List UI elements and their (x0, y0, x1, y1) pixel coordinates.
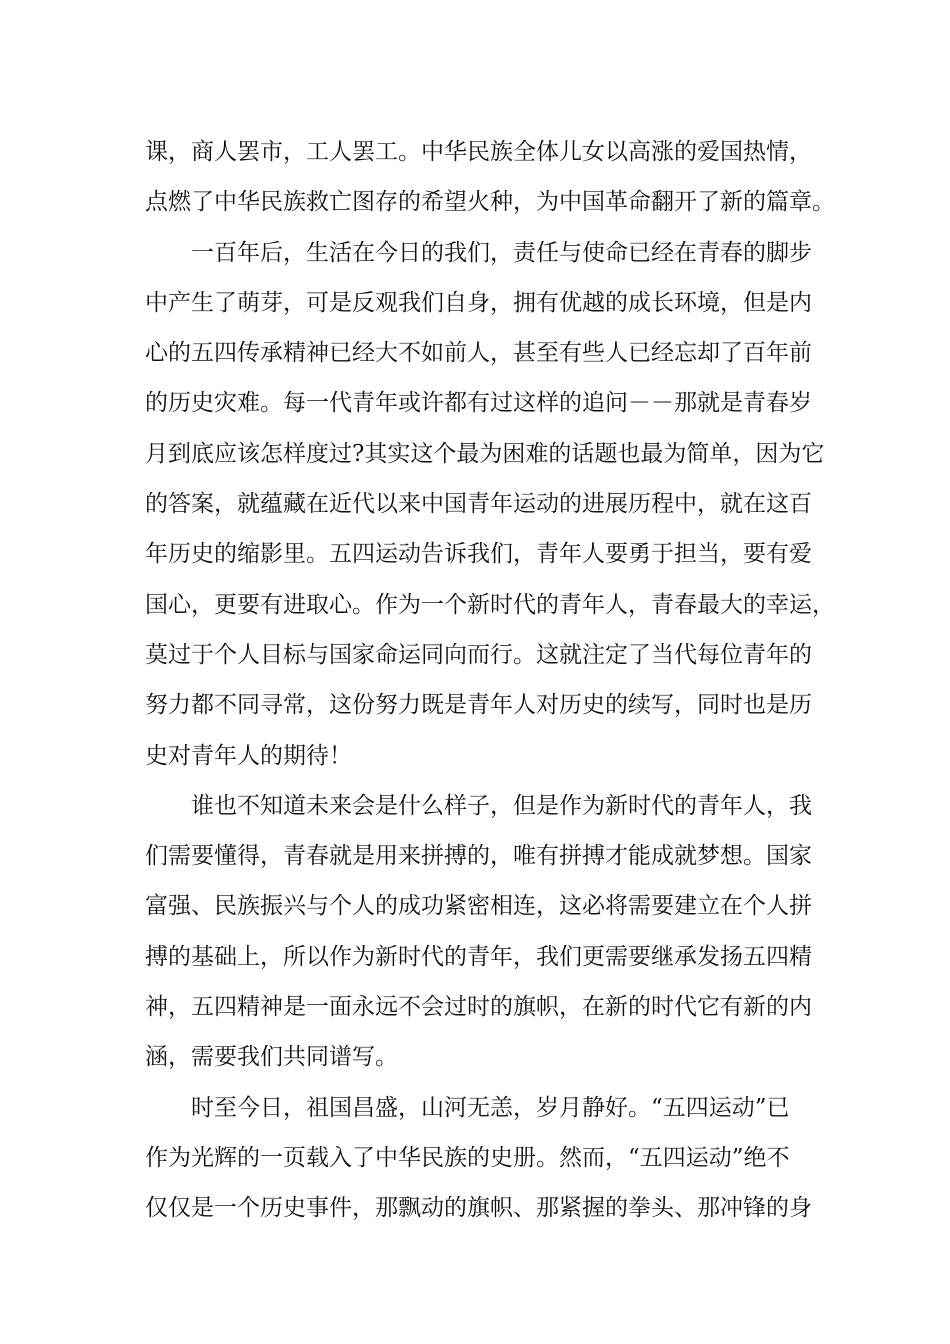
text-line: 谁也不知道未来会是什么样子，但是作为新时代的青年人，我 (145, 792, 812, 819)
paragraph-1 (145, 127, 835, 228)
text-line: 心的五四传承精神已经大不如前人，甚至有些人已经忘却了百年前 (145, 340, 812, 367)
text-line: 课，商人罢市，工人罢工。中华民族全体儿女以高涨的爱国热情， (145, 139, 812, 165)
text-line: 的历史灾难。每一代青年或许都有过这样的追问－－那就是青春岁 (145, 390, 812, 417)
text-line: 神，五四精神是一面永远不会过时的旗帜，在新的时代它有新的内 (145, 994, 812, 1021)
text-line: 一百年后，生活在今日的我们，责任与使命已经在青春的脚步 (145, 239, 812, 266)
paragraph-2 (145, 228, 835, 781)
body-text (145, 127, 835, 1234)
text-line: 努力都不同寻常，这份努力既是青年人对历史的续写，同时也是历 (145, 692, 812, 719)
text-line: 们需要懂得，青春就是用来拼搏的，唯有拼搏才能成就梦想。国家 (145, 843, 812, 870)
text-line: 搏的基础上，所以作为新时代的青年，我们更需要继承发扬五四精 (145, 943, 812, 970)
text-line: 史对青年人的期待！ (145, 742, 352, 769)
text-line: 的答案，就蕴藏在近代以来中国青年运动的进展历程中，就在这百 (145, 491, 812, 518)
text-line: 年历史的缩影里。五四运动告诉我们，青年人要勇于担当，要有爱 (145, 541, 812, 568)
text-line: 莫过于个人目标与国家命运同向而行。这就注定了当代每位青年的 (145, 641, 812, 668)
text-line: 时至今日，祖国昌盛，山河无恙，岁月静好。“五四运动”已 (145, 1094, 790, 1121)
text-line: 仅仅是一个历史事件，那飘动的旗帜、那紧握的拳头、那冲锋的身 (145, 1195, 812, 1222)
text-line: 作为光辉的一页载入了中华民族的史册。然而，“五四运动”绝不 (145, 1144, 790, 1171)
text-line: 月到底应该怎样度过?其实这个最为困难的话题也最为简单，因为它 (145, 440, 825, 467)
paragraph-3 (145, 781, 812, 1083)
text-line: 中产生了萌芽，可是反观我们自身，拥有优越的成长环境，但是内 (145, 289, 812, 316)
text-line: 富强、民族振兴与个人的成功紧密相连，这必将需要建立在个人拼 (145, 893, 812, 920)
text-line: 涵，需要我们共同谱写。 (145, 1044, 398, 1071)
paragraph-4 (145, 1083, 812, 1234)
text-line: 国心，更要有进取心。作为一个新时代的青年人，青春最大的幸运， (145, 591, 835, 618)
text-line: 点燃了中华民族救亡图存的希望火种，为中国革命翻开了新的篇章。 (145, 189, 835, 216)
